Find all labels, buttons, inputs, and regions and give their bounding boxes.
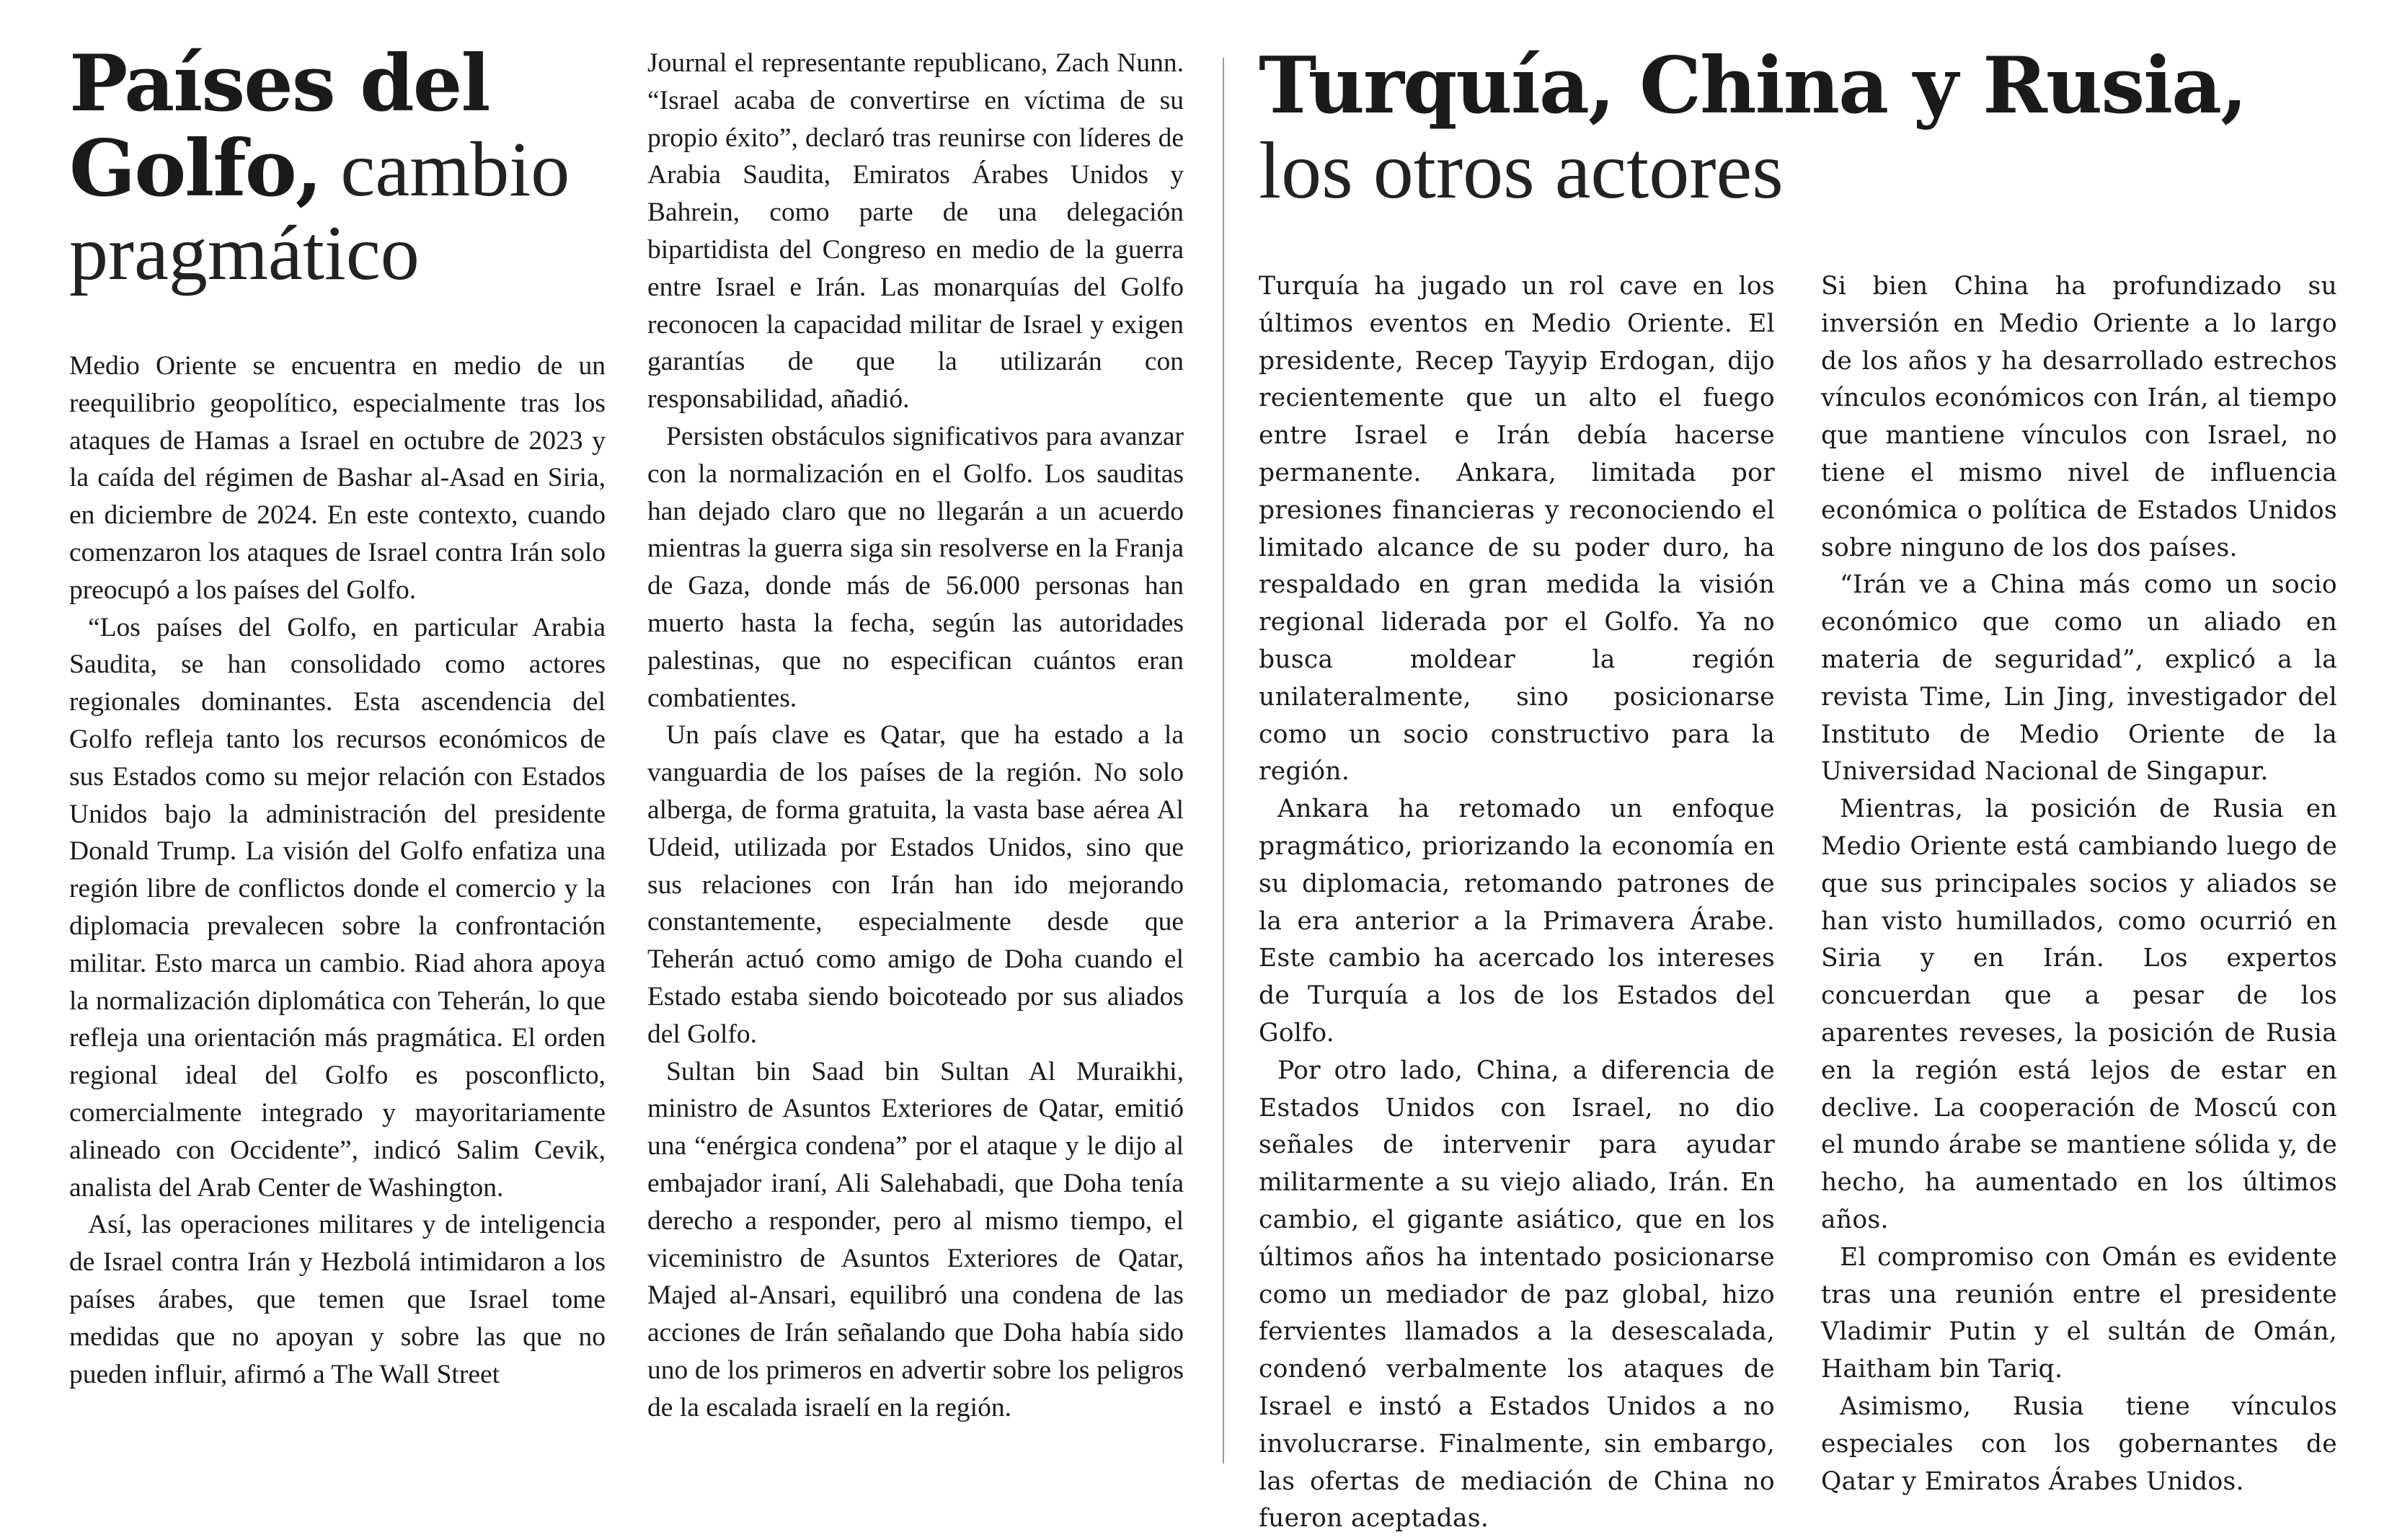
headline-gulf-bold: Países del Golfo, <box>69 38 490 214</box>
paragraph: Un país clave es Qatar, que ha estado a la vanguardia de los países de la región. No solo alberga, de forma gratuita, la vasta base aérea Al Udeid, utilizada por Estados Unidos, sino que sus relaciones con Irán han ido mejorando constantemente, especialmente desde que Teherán actuó como amigo de Doha cuando el Estado estaba siendo boicoteado por sus aliados del Golfo. <box>647 720 1184 1049</box>
paragraph: “Los países del Golfo, en particular Arabia Saudita, se han consolidado como actores regionales dominantes. Esta ascendencia del Golfo refleja tanto los recursos económicos de sus Estados como su mejor relación con Estados Unidos bajo la administración del presidente Donald Trump. La visión del Golfo enfatiza una región libre de conflictos donde el comercio y la diplomacia prevalecen sobre la confrontación militar. Esto marca un cambio. Riad ahora apoya la normalización diplomática con Teherán, lo que refleja una orientación más pragmática. El orden regional ideal del Golfo es posconflicto, comercialmente integrado y mayoritariamente alineado con Occidente”, indicó Salim Cevik, analista del Arab Center de Washington. <box>69 612 606 1203</box>
paragraph: Medio Oriente se encuentra en medio de un reequilibrio geopolítico, especialmente tras los ataques de Hamas a Israel en octubre de 2023 y la caída del régimen de Bashar al-Asad en Siria, en diciembre de 2024. En este contexto, cuando comenzaron los ataques de Israel contra Irán solo preocupó a los países del Golfo. <box>69 351 606 605</box>
column-2 <box>647 45 1184 1426</box>
headline-other-actors-bold: Turquía, China y Rusia, <box>1259 40 2246 131</box>
paragraph: Turquía ha jugado un rol cave en los últimos eventos en Medio Oriente. El presidente, Recep Tayyip Erdogan, dijo recientemente que un alto el fuego entre Israel e Irán debía hacerse permanente. Ankara, limitada por presiones financieras y reconociendo el limitado alcance de su poder duro, ha respaldado en gran medida la visión regional liderada por el Golfo. Ya no busca moldear la región unilateralmente, sino posicionarse como un socio constructivo para la región. <box>1259 272 1775 787</box>
paragraph: Journal el representante republicano, Zach Nunn. “Israel acaba de convertirse en víctima de su propio éxito”, declaró tras reunirse con líderes de Arabia Saudita, Emiratos Árabes Unidos y Bahrein, como parte de una delegación bipartidista del Congreso en medio de la guerra entre Israel e Irán. Las monarquías del Golfo reconocen la capacidad militar de Israel y exigen garantías de que la utilizarán con responsabilidad, añadió. <box>647 48 1184 415</box>
headline-other-actors-light: los otros actores <box>1259 126 1784 216</box>
paragraph: Asimismo, Rusia tiene vínculos especiales con los gobernantes de Qatar y Emiratos Árabes Unidos. <box>1821 1391 2337 1496</box>
headline-gulf <box>69 38 617 296</box>
paragraph: Ankara ha retomado un enfoque pragmático, priorizando la economía en su diplomacia, retomando patrones de la era anterior a la Primavera Árabe. Este cambio ha acercado los intereses de Turquía a los de los Estados del Golfo. <box>1259 795 1775 1048</box>
article-gulf-countries <box>69 0 1194 1540</box>
article-other-actors <box>1259 0 2340 1540</box>
headline-gulf-light: cambio pragmático <box>69 127 570 296</box>
column-1 <box>69 348 606 1393</box>
paragraph: Así, las operaciones militares y de inteligencia de Israel contra Irán y Hezbolá intimidaron a los países árabes, que temen que Israel tome medidas que no apoyan y sobre las que no pueden influir, afirmó a The Wall Street <box>69 1210 606 1389</box>
paragraph: Persisten obstáculos significativos para avanzar con la normalización en el Golfo. Los sauditas han dejado claro que no llegarán a un acuerdo mientras la guerra siga sin resolverse en la Franja de Gaza, donde más de 56.000 personas han muerto hasta la fecha, según las autoridades palestinas, que no especifican cuántos eran combatientes. <box>647 421 1184 713</box>
paragraph: “Irán ve a China más como un socio económico que como un aliado en materia de seguridad”, explicó a la revista Time, Lin Jing, investigador del Instituto de Medio Oriente de la Universidad Nacional de Singapur. <box>1821 570 2337 787</box>
paragraph: El compromiso con Omán es evidente tras una reunión entre el presidente Vladimir Putin y el sultán de Omán, Haitham bin Tariq. <box>1821 1242 2337 1384</box>
headline-other-actors <box>1259 40 2340 216</box>
paragraph: Sultan bin Saad bin Sultan Al Muraikhi, ministro de Asuntos Exteriores de Qatar, emitió una “enérgica condena” por el ataque y le dijo al embajador iraní, Ali Salehabadi, que Doha tenía derecho a responder, pero al mismo tiempo, el viceministro de Asuntos Exteriores de Qatar, Majed al-Ansari, equilibró una condena de las acciones de Irán señalando que Doha había sido uno de los primeros en advertir sobre los peligros de la escalada israelí en la región. <box>647 1056 1184 1422</box>
column-divider <box>1223 58 1224 1464</box>
column-3 <box>1259 268 1775 1538</box>
column-4 <box>1821 268 2337 1500</box>
paragraph: Mientras, la posición de Rusia en Medio Oriente está cambiando luego de que sus principales socios y aliados se han visto humillados, como ocurrió en Siria y en Irán. Los expertos concuerdan que a pesar de los aparentes reveses, la posición de Rusia en la región está lejos de estar en declive. La cooperación de Moscú con el mundo árabe se mantiene sólida y, de hecho, ha aumentado en los últimos años. <box>1821 795 2337 1234</box>
paragraph: Por otro lado, China, a diferencia de Estados Unidos con Israel, no dio señales de intervenir para ayudar militarmente a su viejo aliado, Irán. En cambio, el gigante asiático, que en los últimos años ha intentado posicionarse como un mediador de paz global, hizo fervientes llamados a la desescalada, condenó verbalmente los ataques de Israel e instó a Estados Unidos a no involucrarse. Finalmente, sin embargo, las ofertas de mediación de China no fueron aceptadas. <box>1259 1056 1775 1534</box>
paragraph: Si bien China ha profundizado su inversión en Medio Oriente a lo largo de los años y ha desarrollado estrechos vínculos económicos con Irán, al tiempo que mantiene vínculos con Israel, no tiene el mismo nivel de influencia económica o política de Estados Unidos sobre ninguno de los dos países. <box>1821 272 2337 562</box>
